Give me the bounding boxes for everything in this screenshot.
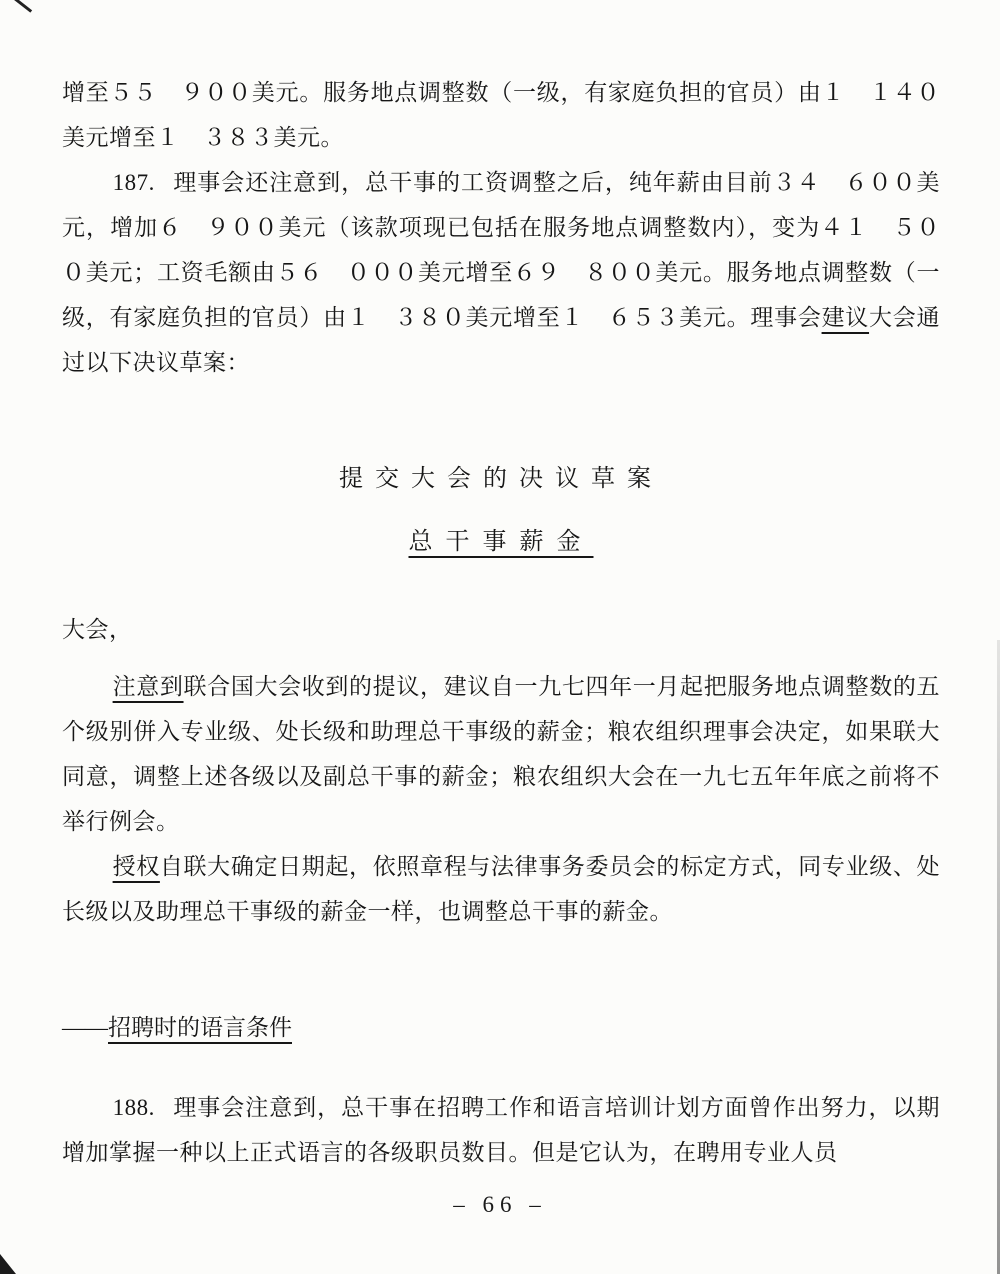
- page-number: – 66 –: [453, 1192, 547, 1217]
- section-dash: ——: [62, 1015, 108, 1040]
- paragraph-187: [62, 160, 940, 385]
- paragraph-188: [62, 1085, 940, 1175]
- paragraph-continuation: 增至５５ ９００美元。服务地点调整数（一级，有家庭负担的官员）由１ １４０美元增至１ ３８３美元。: [62, 80, 940, 150]
- underlined-lead-word: 注意到: [112, 674, 184, 699]
- paragraph-text: 自联大确定日期起，依照章程与法律事务委员会的标定方式，同专业级、处长级以及助理总干事级的薪金一样，也调整总干事的薪金。: [62, 854, 941, 924]
- paragraph-noting: [62, 664, 940, 844]
- document-content: [62, 70, 940, 1175]
- paragraph-text: 联合国大会收到的提议，建议自一九七四年一月起把服务地点调整数的五个级别併入专业级、处长级和助理总干事级的薪金；粮农组织理事会决定，如果联大同意，调整上述各级以及副总干事的薪金；粮农组织大会在一九七五年年底之前将不举行例会。: [62, 674, 941, 834]
- paragraph-number: 188.: [112, 1095, 155, 1120]
- paragraph-authorizing: [62, 844, 940, 934]
- section-title: 招聘时的语言条件: [108, 1015, 292, 1040]
- underlined-lead-word: 授权: [112, 854, 160, 879]
- scan-artifact-top-left: [10, 0, 32, 13]
- scan-artifact-bottom-left: [0, 1254, 16, 1274]
- subheading-underlined-text: 总干事薪金: [408, 529, 594, 555]
- paragraph-number: 187.: [112, 170, 155, 195]
- paragraph-text: 理事会注意到，总干事在招聘工作和语言培训计划方面曾作出努力，以期增加掌握一种以上正式语言的各级职员数目。但是它认为，在聘用专业人员: [62, 1095, 940, 1165]
- underlined-word: 建议: [821, 305, 870, 330]
- paragraph-text: 大会通过以下决议草案：: [62, 305, 941, 375]
- resolution-subheading: [62, 520, 940, 565]
- section-heading: [62, 1005, 940, 1050]
- paragraph-text: 理事会还注意到，总干事的工资调整之后，纯年薪由目前３４ ６００美元，增加６ ９００美元（该款项现已包括在服务地点调整数内），变为４１ ５００美元；工资毛额由５６ ０００美元增至６９ ８００美元。服务地点调整数（一级，有家庭负担的官员）由１ ３８０美元增至１ ６５３美元。理事会: [62, 170, 940, 330]
- salutation: 大会，: [62, 617, 133, 642]
- resolution-heading: 提交大会的决议草案: [339, 466, 663, 492]
